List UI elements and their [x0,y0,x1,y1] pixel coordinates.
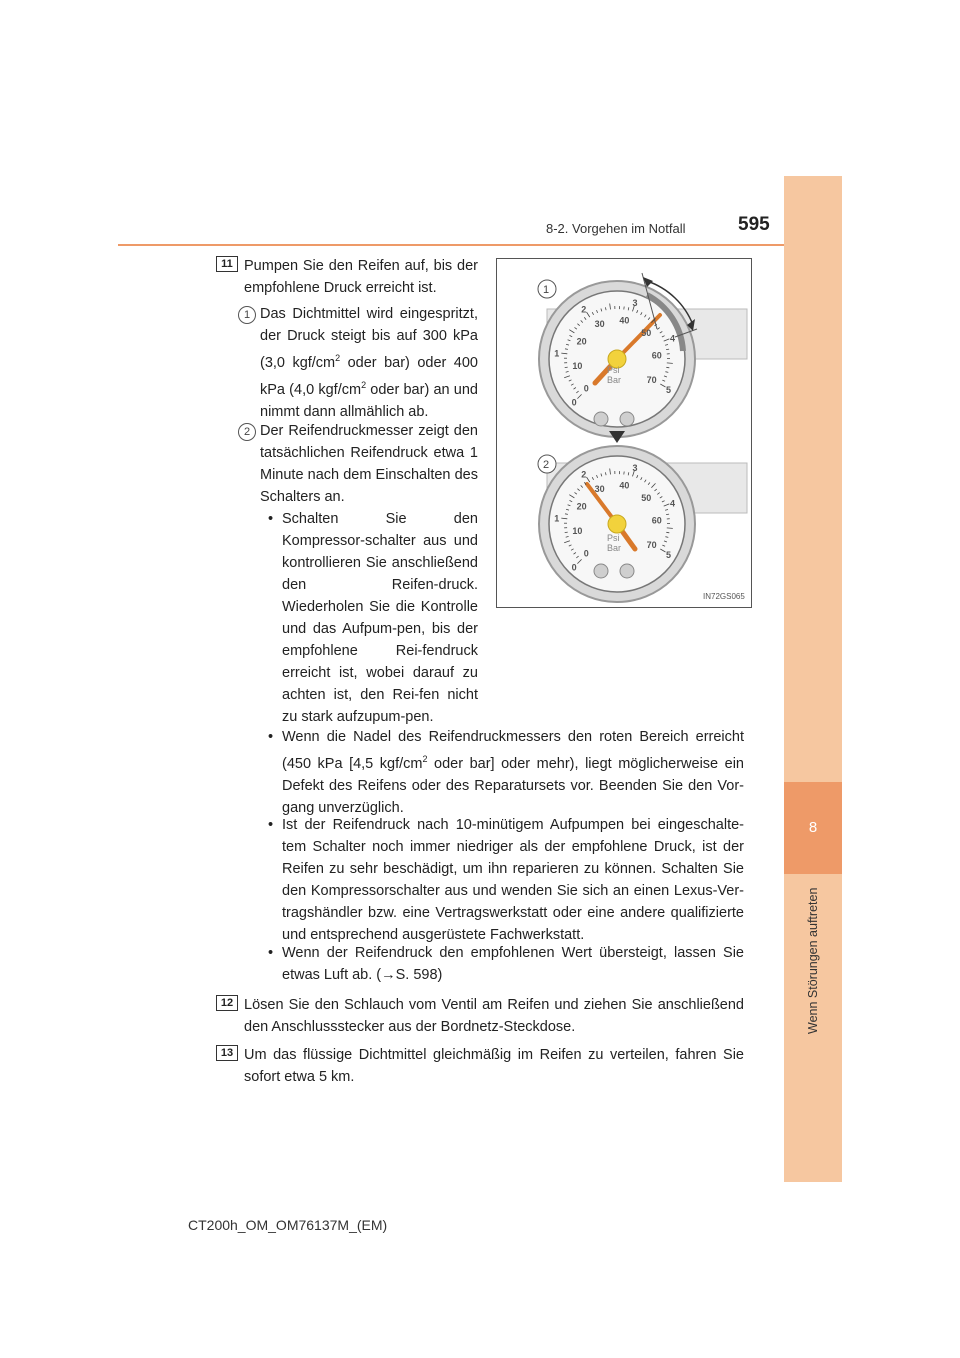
dial-tick [565,367,568,368]
psi-label-top: Psi [607,365,620,375]
bar-tick-label: 4 [670,333,676,344]
step-13-text: Um das flüssige Dichtmittel gleichmäßig im Reifen zu verteilen, fahren Sie sofort etwa 5 km. [244,1047,744,1085]
bar-tick-label: 3 [632,462,638,473]
psi-tick-label: 50 [641,492,652,503]
bar-label-top: Bar [607,375,622,385]
bar-tick-label: 5 [666,550,672,560]
chapter-label: Wenn Störungen auftreten [806,887,820,1035]
dial-tick [667,363,673,364]
step-12-text: Lösen Sie den Schlauch vom Ventil am Reifen und ziehen Sie anschließend den Anschlussstecker aus der Bordnetz-Steckdose. [244,997,744,1035]
bar-tick-label: 1 [554,348,560,359]
psi-tick-label: 40 [619,480,630,491]
dial-tick [667,528,673,529]
dial-tick [666,367,669,368]
callout-marker-2: 2 [238,423,256,441]
document-code: CT200h_OM_OM76137M_(EM) [188,1217,388,1233]
pressure-gauge-figure [496,258,752,608]
psi-tick-label: 0 [583,383,589,394]
bar-tick-label: 4 [670,498,676,509]
psi-tick-label: 30 [594,319,605,329]
gauge-illustration [497,259,751,607]
figure-code: IN72GS065 [703,592,745,601]
step-11-text: Pumpen Sie den Reifen auf, bis der empfohlene Druck erreicht ist. [244,258,478,296]
psi-tick-label: 10 [572,361,583,371]
bullet-compressor-text: Schalten Sie den Kompressor-schalter aus und kontrollieren Sie anschließend den Reifen-druck. Wiederholen Sie die Kontrolle und das Aufpum-pen, bis der empfohlene Rei-fendruck erreicht ist, wobei darauf zu achten ist, den Rei-fen nicht zu stark aufzupum-pen. [282,511,478,725]
bar-tick-label: 2 [581,469,587,480]
bar-tick-label: 1 [554,513,560,524]
psi-tick-label: 70 [646,375,657,385]
figure-marker-2: 2 [543,459,550,471]
psi-tick-label: 50 [641,327,652,338]
gauge-top [538,273,747,437]
bullet-exceed-text: Wenn der Reifendruck den empfohlenen Wert übersteigt, lassen Sie etwas Luft ab. (→S. 598) [282,945,744,983]
step-badge-13: 13 [216,1045,238,1061]
dial-tick [666,532,669,533]
step-badge-11: 11 [216,256,238,272]
header-rule [118,244,784,246]
psi-tick-label: 30 [594,484,605,494]
bar-label-bottom: Bar [607,543,622,553]
dial-tick [666,514,669,515]
bullet-dot: • [268,729,274,745]
bar-tick-label: 0 [571,397,577,408]
psi-tick-label: 60 [651,515,662,526]
figure-marker-1: 1 [543,284,550,296]
dial-tick [666,349,669,350]
psi-tick-label: 10 [572,526,583,536]
bullet-dot: • [268,511,274,527]
bullet-dot: • [268,945,274,961]
bullet-red-range-text: Wenn die Nadel des Reifendruckmessers den roten Bereich erreicht (450 kPa [4,5 kgf/$cm^2$ oder bar] oder mehr), liegt möglicherweise ein Defekt des Reifens oder des Reparatursets vor. Beenden Sie den Vor-gang unverzüglich. [282,729,744,816]
bar-tick-label: 3 [632,297,638,308]
psi-tick-label: 20 [576,336,587,347]
callout-marker-1: 1 [238,306,256,324]
chapter-number: 8 [784,782,842,874]
bar-tick-label: 5 [666,385,672,395]
dial-tick [565,532,568,533]
psi-tick-label: 20 [576,501,587,512]
bullet-dot: • [268,817,274,833]
step-badge-12: 12 [216,995,238,1011]
bullet-ten-minute-text: Ist der Reifendruck nach 10-minütigem Aufpumpen bei eingeschalte-tem Schalter noch immer niedriger als der empfohlene Druck, ist der Reifen zu sehr beschädigt, um ihn reparieren zu können. Schalten Sie den Kompressorschalter aus und wenden Sie sich an einen Lexus-Ver-tragshändler bzw. eine Vertragswerkstatt oder eine andere qualifizierte und entsprechend ausgerüstete Fachwerkstatt. [282,817,744,943]
psi-label-bottom: Psi [607,533,620,543]
callout-2-text: Der Reifendruckmesser zeigt den tatsächlichen Reifendruck etwa 1 Minute nach dem Einschalten des Schalters an. [260,423,478,505]
psi-tick-label: 70 [646,540,657,550]
psi-tick-label: 40 [619,315,630,326]
bar-tick-label: 2 [581,304,587,315]
bar-tick-label: 0 [571,562,577,573]
callout-1-text: Das Dichtmittel wird eingespritzt, der Druck steigt bis auf 300 kPa (3,0 kgf/$cm^2$ oder bar) oder 400 kPa (4,0 kgf/$cm^2$ oder bar) an und nimmt dann allmählich ab. [260,306,478,420]
psi-tick-label: 0 [583,548,589,559]
gauge-bottom [538,446,747,602]
psi-tick-label: 60 [651,350,662,361]
section-title: 8-2. Vorgehen im Notfall [546,221,686,236]
page-number: 595 [738,214,770,235]
